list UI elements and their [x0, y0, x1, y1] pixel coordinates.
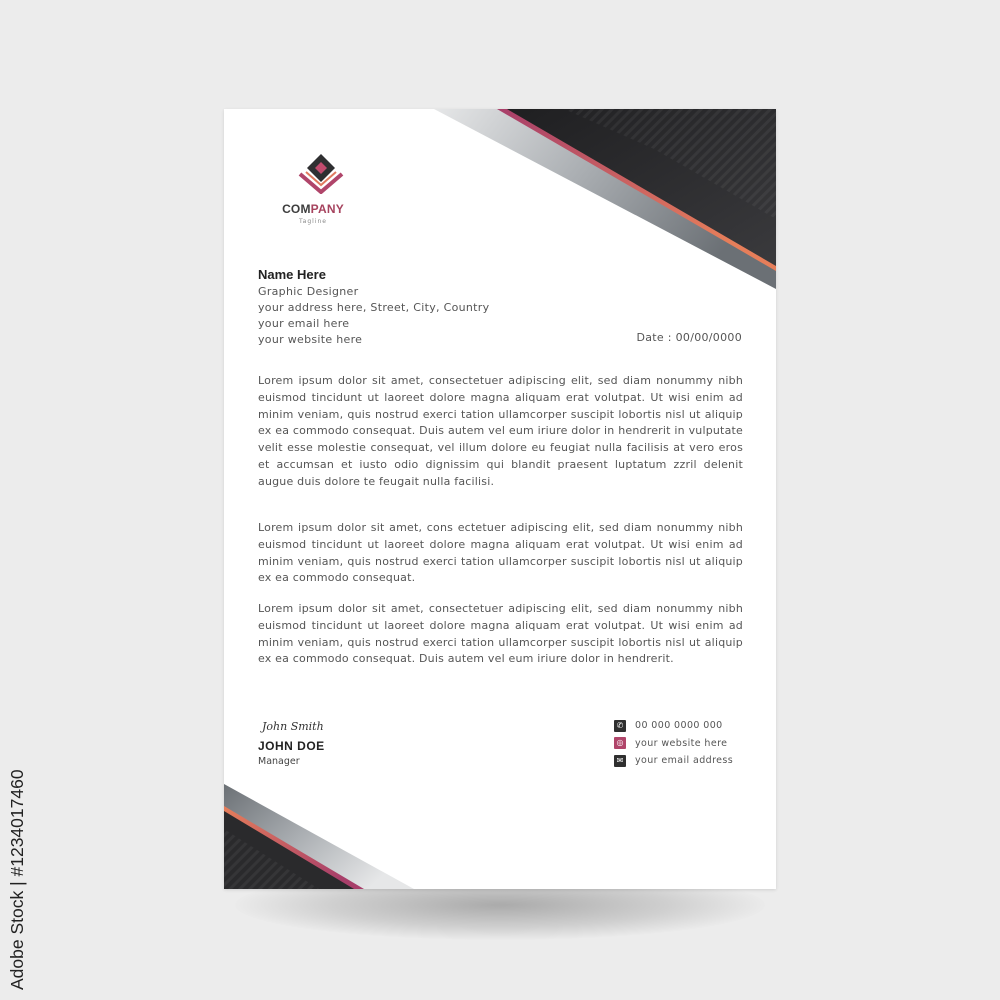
sender-website: your website here — [258, 333, 363, 346]
signatory-name: JOHN DOE — [258, 739, 325, 753]
body-paragraph: Lorem ipsum dolor sit amet, cons ectetuer adipiscing elit, sed diam nonummy nibh euismod tincidunt ut laoreet dolore magna aliquam erat volutpat. Ut wisi enim ad minim veniam, quis nostrud exerci tation ullamcorper suscipit lobortis nisl ut aliquip ex ea commodo consequat. — [258, 521, 743, 585]
phone-icon: ✆ — [614, 720, 626, 732]
body-paragraph: Lorem ipsum dolor sit amet, consectetuer adipiscing elit, sed diam nonummy nibh euismod tincidunt ut laoreet dolore magna aliquam erat volutpat. Ut wisi enim ad minim veniam, quis nostrud exerci tation ullamcorper suscipit lobortis nisl ut aliquip ex ea commodo consequat. Duis autem vel eum iriure dolor in hendrerit in vulputate velit esse molestie consequat, vel illum dolore eu feugiat nulla facilisis at vero eros et accumsan et iusto odio dignissim qui blandit praesent luptatum zzril delenit augue duis dolore te feugait nulla facilisi. — [258, 374, 743, 488]
handwritten-signature: John Smith — [262, 720, 324, 733]
company-name: COMPANY — [282, 202, 344, 216]
logo-mark-icon — [296, 154, 346, 194]
sender-title: Graphic Designer — [258, 285, 359, 298]
footer-decoration — [224, 784, 424, 889]
contact-list — [614, 717, 733, 770]
sender-address: your address here, Street, City, Country — [258, 301, 490, 314]
stock-id-label: Adobe Stock | #1234017460 — [7, 769, 27, 990]
company-logo — [254, 154, 374, 225]
sender-block — [258, 267, 489, 348]
contact-email — [614, 752, 733, 770]
body-paragraph: Lorem ipsum dolor sit amet, consectetuer adipiscing elit, sed diam nonummy nibh euismod tincidunt ut laoreet dolore magna aliquam erat volutpat. Ut wisi enim ad minim veniam, quis nostrud exerci tation ullamcorper suscipit lobortis nisl ut aliquip ex ea commodo consequat. Duis autem vel eum iriure dolor in hendrerit. — [258, 602, 743, 666]
contact-website — [614, 735, 733, 753]
mail-icon: ✉ — [614, 755, 626, 767]
signature-block — [258, 719, 325, 769]
sender-name: Name Here — [258, 267, 326, 282]
phone-number: 00 000 0000 000 — [635, 720, 723, 732]
email-text: your email address — [635, 755, 734, 767]
signatory-title: Manager — [258, 756, 300, 767]
website-text: your website here — [635, 737, 728, 749]
letterhead-page — [224, 109, 776, 889]
letter-date: Date : 00/00/0000 — [636, 331, 742, 344]
sender-email: your email here — [258, 317, 350, 330]
globe-icon: ◎ — [614, 737, 626, 749]
company-tagline: Tagline — [299, 218, 327, 225]
contact-phone — [614, 717, 733, 735]
